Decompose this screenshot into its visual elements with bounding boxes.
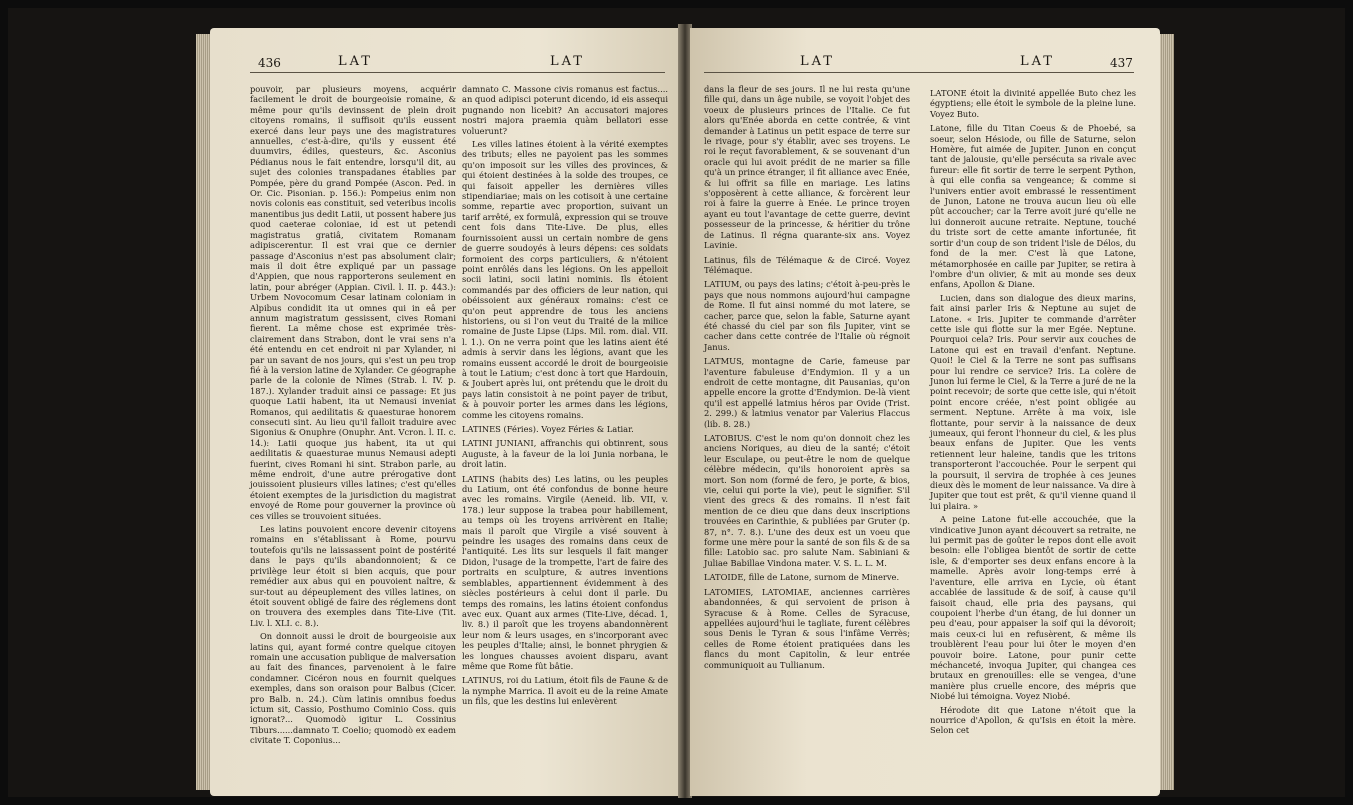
header-rule-right <box>704 72 1134 73</box>
page-number-left: 436 <box>258 56 281 70</box>
paragraph: pouvoir, par plusieurs moyens, acquérir facilement le droit de bourgeoisie romaine, & même pour qu'ils devinssent de plein droit citoyens romains, il suffisoit qu'ils eussent exercé dans leur pays une des magistratures annuelles, c'est-à-dire, qu'ils y eussent été duumvirs, édiles, questeurs, &c. Asconius Pédianus nous le fait entendre, lorsqu'il dit, au sujet des colonies transpadanes établies par Pompée, père du grand Pompée (Ascon. Ped. in Or. Cic. Pisonian. p. 156.): Pompeius enim non novis colonis eas constituit, sed veteribus incolis manentibus jus dedit Latii, ut possent habere jus quod caeterae coloniae, id est ut petendi magistratus gratiâ, civitatem Romanam adipiscerentur. Il est vrai que ce dernier passage d'Asconius n'est pas absolument clair; mais il doit être expliqué par un passage d'Appien, que nous rapporterons seulement en latin, pour abréger (Appian. Civil. l. II. p. 443.): Urbem Novocomum Cesar latinam coloniam in Alpibus condidit ita ut omnes qui in eâ per annum magistratum gessissent, cives Romani fierent. La même chose est exprimée très-clairement dans Strabon, dont le vrai sens n'a été entendu en cet endroit ni par Xylander, ni par un savant de nos jours, qui s'est un peu trop fié à la version latine de Xylander. Ce géographe parle de la colonie de Nîmes (Strab. l. IV. p. 187.). Xylander traduit ainsi ce passage: Et jus quoque Latii habent, ita ut Nemausi inveniat Romanos, qui aedilitatis & quaesturae honorem consecuti sint. Au lieu qu'il falloit traduire avec Sigonius & Onuphre (Onuphr. Ant. Vcron. l. II. c. 14.): Latii quoque jus habent, ita ut qui aedilitatis & quaesturae munus Nemausi adepti fuerint, cives Romani hi sint. Strabon parle, au même endroit, d'une autre prérogative dont jouissoient plusieurs villes latines; c'est qu'elles étoient exemptes de la jurisdiction du magistrat envoyé de Rome pour gouverner la province où ces villes se trouvoient situées. <box>250 84 456 521</box>
dictionary-entry: Latone, fille du Titan Coeus & de Phoebé, sa soeur, selon Hésiode, ou fille de Saturne, selon Homère, fut aimée de Jupiter. Junon en conçut tant de jalousie, qu'elle persécuta sa rivale avec fureur: elle fit sortir de terre le serpent Python, à qui elle confia sa vengeance; & comme si l'univers entier avoit embrassé le ressentiment de Junon, Latone ne trouva aucun lieu où elle pût accoucher; car la Terre avoit juré qu'elle ne lui donneroit aucune retraite. Neptune, touché du triste sort de cette amante infortunée, fit sortir d'un coup de son trident l'isle de Délos, du fond de la mer. C'est là que Latone, métamorphosée en caille par Jupiter, se retira à l'ombre d'un olivier, & mit au monde ses deux enfans, Apollon & Diane. <box>930 123 1136 290</box>
dictionary-entry: Latinus, fils de Télémaque & de Circé. Voyez Télémaque. <box>704 254 910 275</box>
paragraph: damnato C. Massone civis romanus est factus.... an quod adipisci poterunt dicendo, id eis assequi pugnando non licebit? An accusatori majores nostri majora praemia quàm bellatori esse voluerunt? <box>462 84 668 136</box>
dictionary-entry: LATINES (Féries). Voyez Féries & Latiar. <box>462 424 634 434</box>
dictionary-entry: LATONE étoit la divinité appellée Buto chez les égyptiens; elle étoit le symbole de la pleine lune. Voyez Buto. <box>930 88 1136 119</box>
paragraph: Lucien, dans son dialogue des dieux marins, fait ainsi parler Iris & Neptune au sujet de Latone. « Iris. Jupiter te commande d'arrêter cette isle qui flotte sur la mer Egée. Neptune. Pourquoi cela? Iris. Pour servir aux couches de Latone qui est en travail d'enfant. Neptune. Quoi! le Ciel & la Terre ne sont pas suffisans pour lui rendre ce service? Iris. La colère de Junon lui ferme le Ciel, & la Terre a juré de ne la point recevoir; de sorte que cette isle, qui n'étoit point encore créée, n'est point obligée au serment. Neptune. Arrête à ma voix, isle flottante, pour servir à la naissance de deux jumeaux, qui feront l'honneur du ciel, & les plus beaux enfans de Jupiter. Que les vents retiennent leur haleine, tandis que les tritons transporteront l'accouchée. Pour le serpent qui la poursuit, il servira de trophée à ces jeunes dieux dès le moment de leur naissance. Va dire à Jupiter que tout est prêt, & qu'il vienne quand il lui plaira. » <box>930 292 1136 511</box>
left-page <box>210 28 680 796</box>
paragraph: A peine Latone fut-elle accouchée, que la vindicative Junon ayant découvert sa retraite, ne lui permit pas de goûter le repos dont elle avoit besoin: elle l'obligea bientôt de sortir de cette isle, & d'emporter ses deux enfans encore à la mamelle. Après avoir long-temps erré à l'aventure, elle arriva en Lycie, où étant accablée de lassitude & de soif, à cause qu'il faisoit chaud, elle pria des paysans, qui coupoient l'herbe d'un étang, de lui donner un peu d'eau, pour appaiser la soif qui la dévoroit; mais ceux-ci lui en refusèrent, & même ils troublèrent l'eau pour lui ôter le moyen d'en pouvoir boire. Latone, pour punir cette méchanceté, invoqua Jupiter, qui changea ces brutaux en grenouilles: elle se vengea, d'une manière plus cruelle encore, des mépris que Niobé lui témoigna. Voyez Niobé. <box>930 514 1136 702</box>
right-page <box>690 28 1160 796</box>
right-column-1 <box>704 84 910 673</box>
left-page-edges <box>196 34 210 790</box>
paragraph: Hérodote dit que Latone n'étoit que la nourrice d'Apollon, & qu'Isis en étoit la mère. Selon cet <box>930 704 1136 736</box>
page-number-right: 437 <box>1110 56 1133 70</box>
dictionary-entry: LATINS (habits des) Les latins, ou les peuples du Latium, ont été confondus de bonne heure avec les romains. Virgile (Aeneid. lib. VII, v. 178.) leur suppose la trabea pour habillement, au temps où les troyens arrivèrent en Italie; mais il paroît que Virgile a visé souvent à peindre les usages des romains dans ceux de l'antiquité. Les lits sur lesquels il fait manger Didon, l'usage de la trompette, l'art de faire des portraits en sculpture, & autres inventions semblables, appartiennent évidemment à des siècles postérieurs à celui dont il parle. Du temps des romains, les latins étoient confondus avec eux. Quant aux armes (Tite-Live, décad. 1, liv. 8.) il paroît que les troyens abandonnèrent leur nom & leurs usages, en s'incorporant avec les peuples d'Italie; ainsi, le bonnet phrygien & les longues chausses avoient disparu, avant même que Rome fût bâtie. <box>462 473 668 671</box>
paragraph: On donnoit aussi le droit de bourgeoisie aux latins qui, ayant formé contre quelque citoyen romain une accusation publique de malversation au fait des finances, parvenoient à le faire condamner. Cicéron nous en fournit quelques exemples, dans son oraison pour Balbus (Cicer. pro Balb. n. 24.). Cùm latinis omnibus foedus ictum sit, Cassio, Posthumo Cominio Coss. quis ignorat?... Quomodò igitur L. Cossinius Tiburs......damnato T. Coelio; quomodò ex eadem civitate T. Coponius... <box>250 631 456 746</box>
left-column-1 <box>250 84 456 749</box>
dictionary-entry: LATINUS, roi du Latium, étoit fils de Faune & de la nymphe Marrica. Il avoit eu de la reine Amate un fils, que les destins lui enlevèrent <box>462 675 668 707</box>
dictionary-entry: LATIUM, ou pays des latins; c'étoit à-peu-près le pays que nous nommons aujourd'hui campagne de Rome. Il fut ainsi nommé du mot latere, se cacher, parce que, selon la fable, Saturne ayant été chassé du ciel par son fils Jupiter, vint se cacher dans cette contrée de l'Italie où régnoit Janus. <box>704 279 910 352</box>
paragraph: Les villes latines étoient à la vérité exemptes des tributs; elles ne payoient pas les sommes qu'on imposoit sur les villes des provinces, & qui étoient destinées à la solde des troupes, ce qui faisoit appeller les dernières villes stipendiariae; mais on les cotisoit à une certaine somme, repartie avec proportion, suivant un tarif arrêté, ex formulâ, expression qui se trouve cent fois dans Tite-Live. De plus, elles fournissoient aussi un certain nombre de gens de guerre soudoyés à leurs dépens: ces soldats formoient des corps particuliers, & n'étoient point enrôlés dans les légions. On les appelloit socii latini, socii latini nominis. Ils étoient commandés par des officiers de leur nation, qui obéissoient aux généraux romains: c'est ce qu'on peut apprendre de tous les anciens historiens, ou si l'on veut du Traité de la milice romaine de Juste Lipse (Lips. Mil. rom. dial. VII. l. 1.). On ne verra point que les latins aient été admis à servir dans les légions, avant que les romains eussent accordé le droit de bourgeoisie à tout le Latium; c'est donc à tort que Hardouin, & Joubert après lui, ont prétendu que le droit du pays latin consistoit à ne point payer de tribut, & à pouvoir porter les armes dans les légions, comme les citoyens romains. <box>462 139 668 420</box>
left-column-2 <box>462 84 668 710</box>
dictionary-entry: LATINI JUNIANI, affranchis qui obtinrent, sous Auguste, à la faveur de la loi Junia norbana, le droit latin. <box>462 438 668 470</box>
right-column-2 <box>930 84 1136 739</box>
dictionary-entry: LATOBIUS. C'est le nom qu'on donnoit chez les anciens Noriques, au dieu de la santé; c'étoit leur Esculape, ou peut-être le nom de quelque célèbre médecin, qu'ils honoroient après sa mort. Son nom (formé de fero, je porte, & bios, vie, celui qui porte la vie), peut le signifier. S'il vient des grecs & des romains. Il n'est fait mention de ce dieu que dans deux inscriptions trouvées en Carinthie, & publiées par Gruter (p. 87, n°. 7. 8.). L'une des deux est un voeu que forme une mère pour la santé de son fils & de sa fille: Latobio sac. pro salute Nam. Sabiniani & Juliae Babillae Vindona mater. V. S. L. L. M. <box>704 433 910 568</box>
dictionary-entry: LATOMIES, LATOMIAE, anciennes carrières abandonnées, & qui servoient de prison à Syracuse & à Rome. Celles de Syracuse, appellées aujourd'hui le tagliate, furent célèbres sous Denis le Tyran & sous l'infâme Verrès; celles de Rome étoient pratiquées dans les flancs du mont Capitolin, & leur entrée communiquoit au Tullianum. <box>704 586 910 670</box>
right-page-edges <box>1160 34 1174 790</box>
paragraph: dans la fleur de ses jours. Il ne lui resta qu'une fille qui, dans un âge nubile, se voyoit l'objet des voeux de plusieurs princes de l'Italie. Ce fut alors qu'Enée aborda en cette contrée, & vint demander à Latinus un petit espace de terre sur le rivage, pour s'y établir, avec ses troyens. Le roi le reçut favorablement, & se souvenant d'un oracle qui lui avoit prédit de ne marier sa fille qu'à un prince étranger, il fit alliance avec Enée, & lui offrit sa fille en mariage. Les latins s'opposèrent à cette alliance, & forcèrent leur roi à faire la guerre à Enée. Le prince troyen ayant eu tout l'avantage de cette guerre, devint possesseur de la princesse, & héritier du trône de Latinus. Il régna quarante-six ans. Voyez Lavinie. <box>704 84 910 251</box>
paragraph: Les latins pouvoient encore devenir citoyens romains en s'établissant à Rome, pourvu toutefois qu'ils ne laissassent point de postérité dans le pays qu'ils abandonnoient; & ce privilège leur étoit si bien acquis, que pour remédier aux abus qui en pouvoient naître, & sur-tout au dépeuplement des villes latines, on étoit souvent obligé de faire des réglemens dont on trouvera des exemples dans Tite-Live (Tit. Liv. l. XLI. c. 8.). <box>250 524 456 628</box>
running-header-right-col1: LAT <box>800 54 835 69</box>
running-header-right-col2: LAT <box>1020 54 1055 69</box>
running-header-left-col2: LAT <box>550 54 585 69</box>
dictionary-entry: LATOIDE, fille de Latone, surnom de Minerve. <box>704 572 900 583</box>
header-rule-left <box>250 72 665 73</box>
running-header-left-col1: LAT <box>338 54 373 69</box>
dictionary-entry: LATMUS, montagne de Carie, fameuse par l'aventure fabuleuse d'Endymion. Il y a un endroit de cette montagne, dit Pausanias, qu'on appelle encore la grotte d'Endymion. De-là vient qu'il est appellé latmius héros par Ovide (Trist. 2. 299.) & latmius venator par Valerius Flaccus (lib. 8. 28.) <box>704 356 910 429</box>
